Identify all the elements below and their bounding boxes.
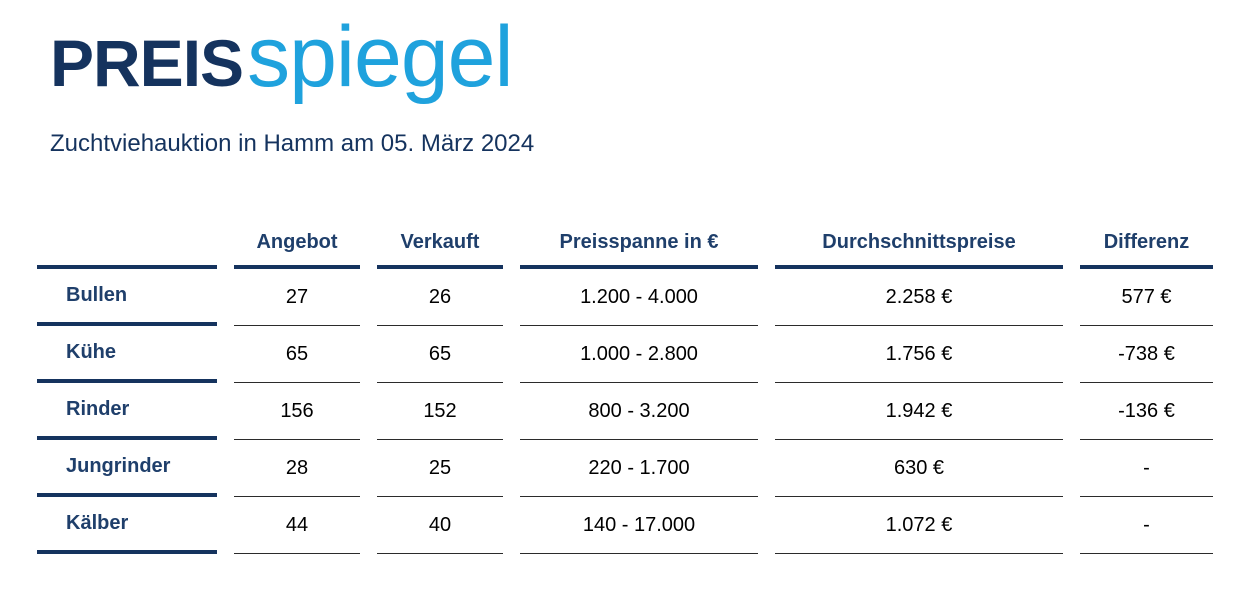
logo: [50, 9, 513, 114]
cell-differenz: -: [1080, 440, 1213, 497]
header-durchschnittspreise: Durchschnittspreise: [775, 219, 1063, 269]
cell-durchschnittspreis: 2.258 €: [775, 269, 1063, 326]
header-differenz: Differenz: [1080, 219, 1213, 269]
cell-angebot: 156: [234, 383, 360, 440]
header-empty: [37, 219, 217, 269]
row-label-jungrinder: Jungrinder: [37, 440, 217, 497]
row-label-bullen: Bullen: [37, 269, 217, 326]
row-label-rinder: Rinder: [37, 383, 217, 440]
row-label-kaelber: Kälber: [37, 497, 217, 554]
cell-durchschnittspreis: 1.756 €: [775, 326, 1063, 383]
logo-light-text: spiegel: [247, 9, 513, 105]
cell-preisspanne: 1.000 - 2.800: [520, 326, 758, 383]
cell-verkauft: 65: [377, 326, 503, 383]
cell-durchschnittspreis: 1.072 €: [775, 497, 1063, 554]
price-table: [37, 219, 1213, 554]
header-verkauft: Verkauft: [377, 219, 503, 269]
cell-differenz: -136 €: [1080, 383, 1213, 440]
cell-angebot: 65: [234, 326, 360, 383]
cell-angebot: 28: [234, 440, 360, 497]
cell-verkauft: 26: [377, 269, 503, 326]
cell-verkauft: 40: [377, 497, 503, 554]
row-label-kuehe: Kühe: [37, 326, 217, 383]
cell-preisspanne: 800 - 3.200: [520, 383, 758, 440]
cell-differenz: 577 €: [1080, 269, 1213, 326]
cell-durchschnittspreis: 1.942 €: [775, 383, 1063, 440]
cell-durchschnittspreis: 630 €: [775, 440, 1063, 497]
page-subtitle: Zuchtviehauktion in Hamm am 05. März 2024: [50, 130, 535, 157]
cell-verkauft: 25: [377, 440, 503, 497]
header-preisspanne: Preisspanne in €: [520, 219, 758, 269]
cell-differenz: -738 €: [1080, 326, 1213, 383]
cell-verkauft: 152: [377, 383, 503, 440]
cell-preisspanne: 1.200 - 4.000: [520, 269, 758, 326]
cell-angebot: 44: [234, 497, 360, 554]
cell-preisspanne: 140 - 17.000: [520, 497, 758, 554]
logo-bold-text: PREIS: [50, 26, 244, 100]
header-angebot: Angebot: [234, 219, 360, 269]
cell-differenz: -: [1080, 497, 1213, 554]
cell-preisspanne: 220 - 1.700: [520, 440, 758, 497]
cell-angebot: 27: [234, 269, 360, 326]
